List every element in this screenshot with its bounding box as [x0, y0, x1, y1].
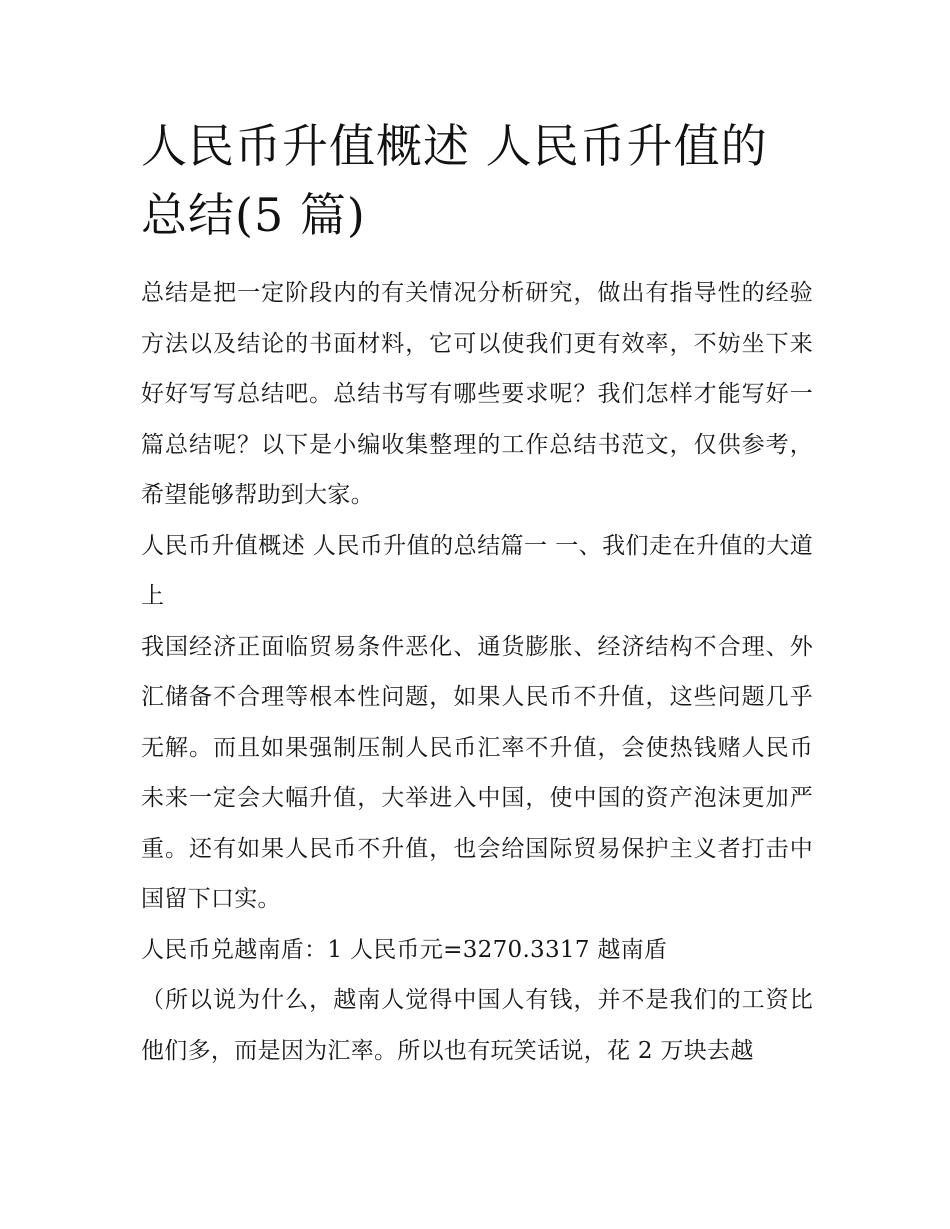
paragraph-explanation: （所以说为什么，越南人觉得中国人有钱，并不是我们的工资比他们多，而是因为汇率。所以也有玩笑话说，花 2 万块去越	[141, 987, 813, 1064]
paragraph-exchange-rate: 人民币兑越南盾：1 人民币元=3270.3317 越南盾	[141, 936, 668, 963]
paragraph-intro: 总结是把一定阶段内的有关情况分析研究，做出有指导性的经验方法以及结论的书面材料，它可以使我们更有效率，不妨坐下来好好写写总结吧。总结书写有哪些要求呢？我们怎样才能写好一篇总结呢？以下是小编收集整理的工作总结书范文，仅供参考，希望能够帮助到大家。	[141, 280, 813, 508]
document-title: 人民币升值概述 人民币升值的总结(5 篇)	[141, 119, 768, 242]
document-body	[141, 112, 813, 1076]
paragraph-economy: 我国经济正面临贸易条件恶化、通货膨胀、经济结构不合理、外汇储备不合理等根本性问题，如果人民币不升值，这些问题几乎无解。而且如果强制压制人民币汇率不升值，会使热钱赌人民币未来一定会大幅升值，大举进入中国，使中国的资产泡沫更加严重。还有如果人民币不升值，也会给国际贸易保护主义者打击中国留下口实。	[141, 633, 813, 912]
paragraph-section-heading: 人民币升值概述 人民币升值的总结篇一 一、我们走在升值的大道上	[141, 532, 813, 609]
